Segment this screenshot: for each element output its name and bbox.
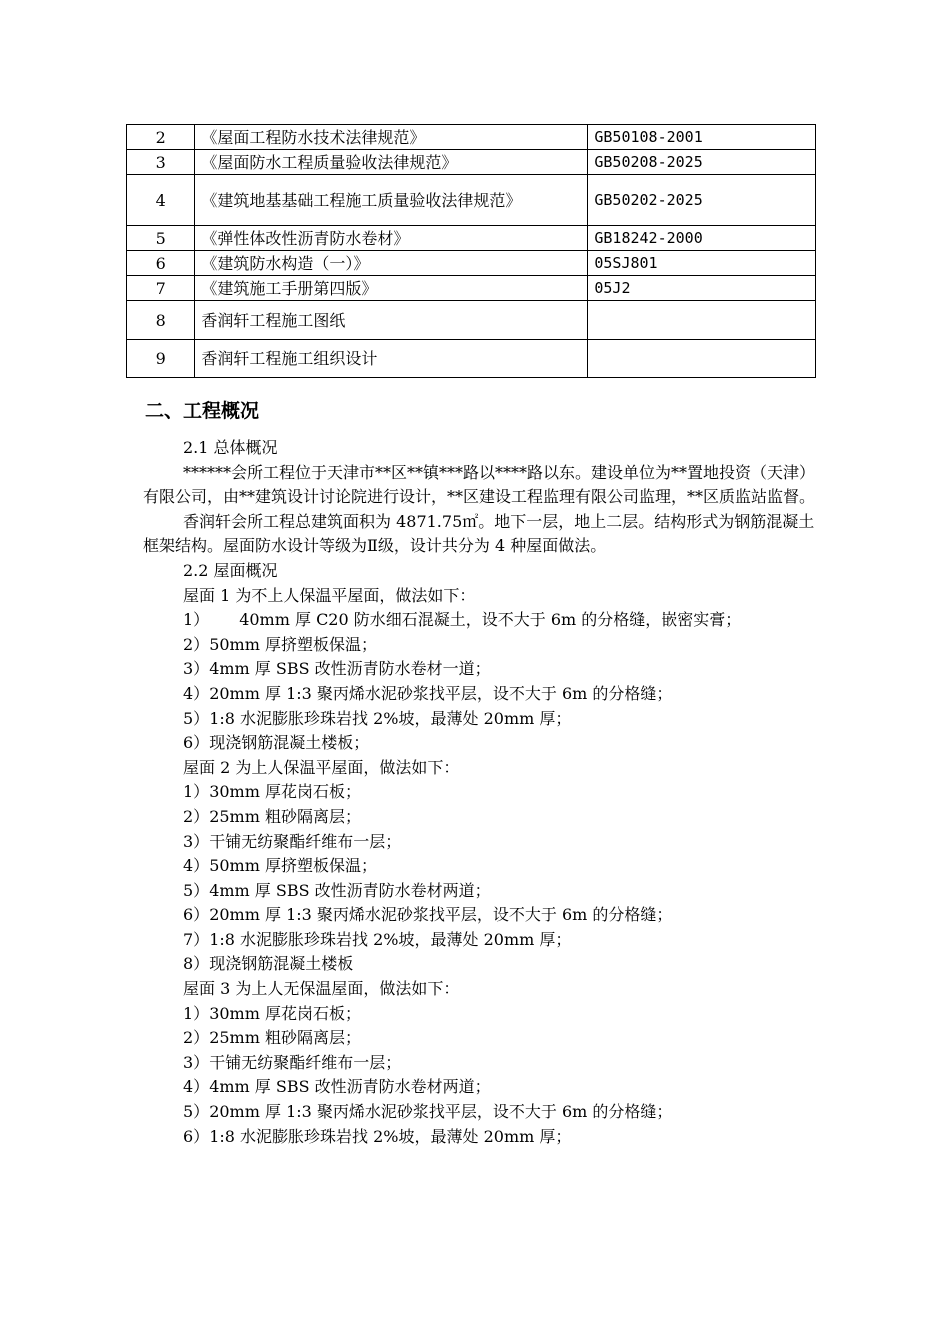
list-marker: 8） bbox=[183, 954, 210, 974]
list-text: 20mm 厚 1:3 聚丙烯水泥砂浆找平层，设不大于 6m 的分格缝； bbox=[209, 683, 673, 703]
list-item bbox=[143, 879, 815, 904]
list-marker: 4） bbox=[183, 856, 210, 876]
list-marker: 6） bbox=[183, 733, 210, 753]
table-row bbox=[127, 251, 816, 276]
list-item bbox=[143, 805, 815, 830]
list-text: 4mm 厚 SBS 改性沥青防水卷材两道； bbox=[209, 1077, 491, 1097]
standard-name: 《建筑防水构造（一）》 bbox=[195, 251, 588, 276]
list-marker: 4） bbox=[183, 1077, 210, 1097]
list-text: 25mm 粗砂隔离层； bbox=[209, 1028, 361, 1048]
table-row bbox=[127, 125, 816, 150]
standard-code: GB50208-2025 bbox=[588, 150, 816, 175]
row-number: 8 bbox=[127, 301, 195, 340]
row-number: 3 bbox=[127, 150, 195, 175]
list-text: 4mm 厚 SBS 改性沥青防水卷材一道； bbox=[209, 659, 491, 679]
list-item bbox=[143, 1002, 815, 1027]
standard-code: 05SJ801 bbox=[588, 251, 816, 276]
list-item bbox=[143, 633, 815, 658]
list-text: 40mm 厚 C20 防水细石混凝土，设不大于 6m 的分格缝，嵌密实膏； bbox=[239, 610, 742, 630]
list-item bbox=[143, 731, 815, 756]
list-item bbox=[143, 657, 815, 682]
table-row bbox=[127, 150, 816, 175]
table-row bbox=[127, 226, 816, 251]
list-marker: 1） bbox=[183, 782, 210, 802]
list-text: 干铺无纺聚酯纤维布一层； bbox=[209, 1052, 402, 1072]
list-text: 20mm 厚 1:3 聚丙烯水泥砂浆找平层，设不大于 6m 的分格缝； bbox=[209, 1102, 673, 1122]
roof-type-title: 屋面 1 为不上人保温平屋面，做法如下： bbox=[183, 585, 476, 605]
subsection-title: 2.1 总体概况 bbox=[183, 438, 278, 457]
row-number: 2 bbox=[127, 125, 195, 150]
list-marker: 6） bbox=[183, 1126, 210, 1146]
list-item bbox=[143, 608, 815, 633]
list-text: 干铺无纺聚酯纤维布一层； bbox=[209, 831, 402, 851]
table-row bbox=[127, 301, 816, 340]
standard-code bbox=[588, 301, 816, 340]
list-marker: 5） bbox=[183, 880, 210, 900]
list-text: 20mm 厚 1:3 聚丙烯水泥砂浆找平层，设不大于 6m 的分格缝； bbox=[209, 905, 673, 925]
list-marker: 3） bbox=[183, 659, 210, 679]
list-item bbox=[143, 1100, 815, 1125]
standard-name: 《弹性体改性沥青防水卷材》 bbox=[195, 226, 588, 251]
roof-type-title: 屋面 2 为上人保温平屋面，做法如下： bbox=[183, 757, 460, 777]
list-text: 1:8 水泥膨胀珍珠岩找 2%坡，最薄处 20mm 厚； bbox=[209, 708, 572, 728]
list-item bbox=[143, 780, 815, 805]
table-row bbox=[127, 340, 816, 378]
table-row bbox=[127, 276, 816, 301]
list-text: 25mm 粗砂隔离层； bbox=[209, 806, 361, 826]
list-text: 50mm 厚挤塑板保温； bbox=[209, 634, 377, 654]
standard-code: GB50202-2025 bbox=[588, 175, 816, 226]
list-item bbox=[143, 1051, 815, 1076]
list-item bbox=[143, 952, 815, 977]
list-text: 1:8 水泥膨胀珍珠岩找 2%坡，最薄处 20mm 厚； bbox=[209, 929, 572, 949]
row-number: 9 bbox=[127, 340, 195, 378]
list-text: 50mm 厚挤塑板保温； bbox=[209, 856, 377, 876]
list-marker: 2） bbox=[183, 634, 210, 654]
list-marker: 2） bbox=[183, 1028, 210, 1048]
list-marker: 6） bbox=[183, 905, 210, 925]
list-text: 30mm 厚花岗石板； bbox=[209, 782, 361, 802]
standard-name: 《屋面工程防水技术法律规范》 bbox=[195, 125, 588, 150]
list-item bbox=[143, 1125, 815, 1150]
section-heading: 二、工程概况 bbox=[145, 400, 260, 422]
standard-code: 05J2 bbox=[588, 276, 816, 301]
list-item bbox=[143, 928, 815, 953]
standard-name: 香润轩工程施工组织设计 bbox=[195, 340, 588, 378]
row-number: 5 bbox=[127, 226, 195, 251]
table-row bbox=[127, 175, 816, 226]
paragraph: ******会所工程位于天津市**区**镇***路以****路以东。建设单位为**置地投资（天津）有限公司，由**建筑设计讨论院进行设计，**区建设工程监理有限公司监理，**区质监站监督。 bbox=[143, 462, 816, 507]
list-item bbox=[143, 854, 815, 879]
row-number: 7 bbox=[127, 276, 195, 301]
list-text: 现浇钢筋混凝土楼板 bbox=[209, 954, 354, 974]
list-item bbox=[143, 1026, 815, 1051]
list-item bbox=[143, 1075, 815, 1100]
list-marker: 2） bbox=[183, 806, 210, 826]
list-text: 30mm 厚花岗石板； bbox=[209, 1003, 361, 1023]
standard-name: 香润轩工程施工图纸 bbox=[195, 301, 588, 340]
standard-name: 《建筑施工手册第四版》 bbox=[195, 276, 588, 301]
roof-type-title: 屋面 3 为上人无保温屋面，做法如下： bbox=[183, 979, 460, 999]
list-marker: 7） bbox=[183, 929, 210, 949]
list-text: 1:8 水泥膨胀珍珠岩找 2%坡，最薄处 20mm 厚； bbox=[209, 1126, 572, 1146]
subsection-title: 2.2 屋面概况 bbox=[183, 560, 278, 580]
row-number: 6 bbox=[127, 251, 195, 276]
list-marker: 3） bbox=[183, 831, 210, 851]
row-number: 4 bbox=[127, 175, 195, 226]
list-item bbox=[143, 682, 815, 707]
standard-code: GB18242-2000 bbox=[588, 226, 816, 251]
list-text: 4mm 厚 SBS 改性沥青防水卷材两道； bbox=[209, 880, 491, 900]
list-item bbox=[143, 903, 815, 928]
list-marker: 1） bbox=[183, 1003, 210, 1023]
list-marker: 1） bbox=[183, 610, 210, 630]
list-marker: 3） bbox=[183, 1052, 210, 1072]
list-item bbox=[143, 707, 815, 732]
list-item bbox=[143, 830, 815, 855]
standard-name: 《屋面防水工程质量验收法律规范》 bbox=[195, 150, 588, 175]
list-text: 现浇钢筋混凝土楼板； bbox=[209, 733, 370, 753]
section-body bbox=[143, 436, 815, 1149]
standard-name: 《建筑地基基础工程施工质量验收法律规范》 bbox=[195, 175, 588, 226]
list-marker: 5） bbox=[183, 1102, 210, 1122]
list-marker: 5） bbox=[183, 708, 210, 728]
paragraph: 香润轩会所工程总建筑面积为 4871.75㎡。地下一层，地上二层。结构形式为钢筋混凝土框架结构。屋面防水设计等级为Ⅱ级，设计共分为 4 种屋面做法。 bbox=[143, 511, 815, 556]
standards-table bbox=[126, 124, 816, 378]
standard-code bbox=[588, 340, 816, 378]
list-marker: 4） bbox=[183, 683, 210, 703]
standard-code: GB50108-2001 bbox=[588, 125, 816, 150]
